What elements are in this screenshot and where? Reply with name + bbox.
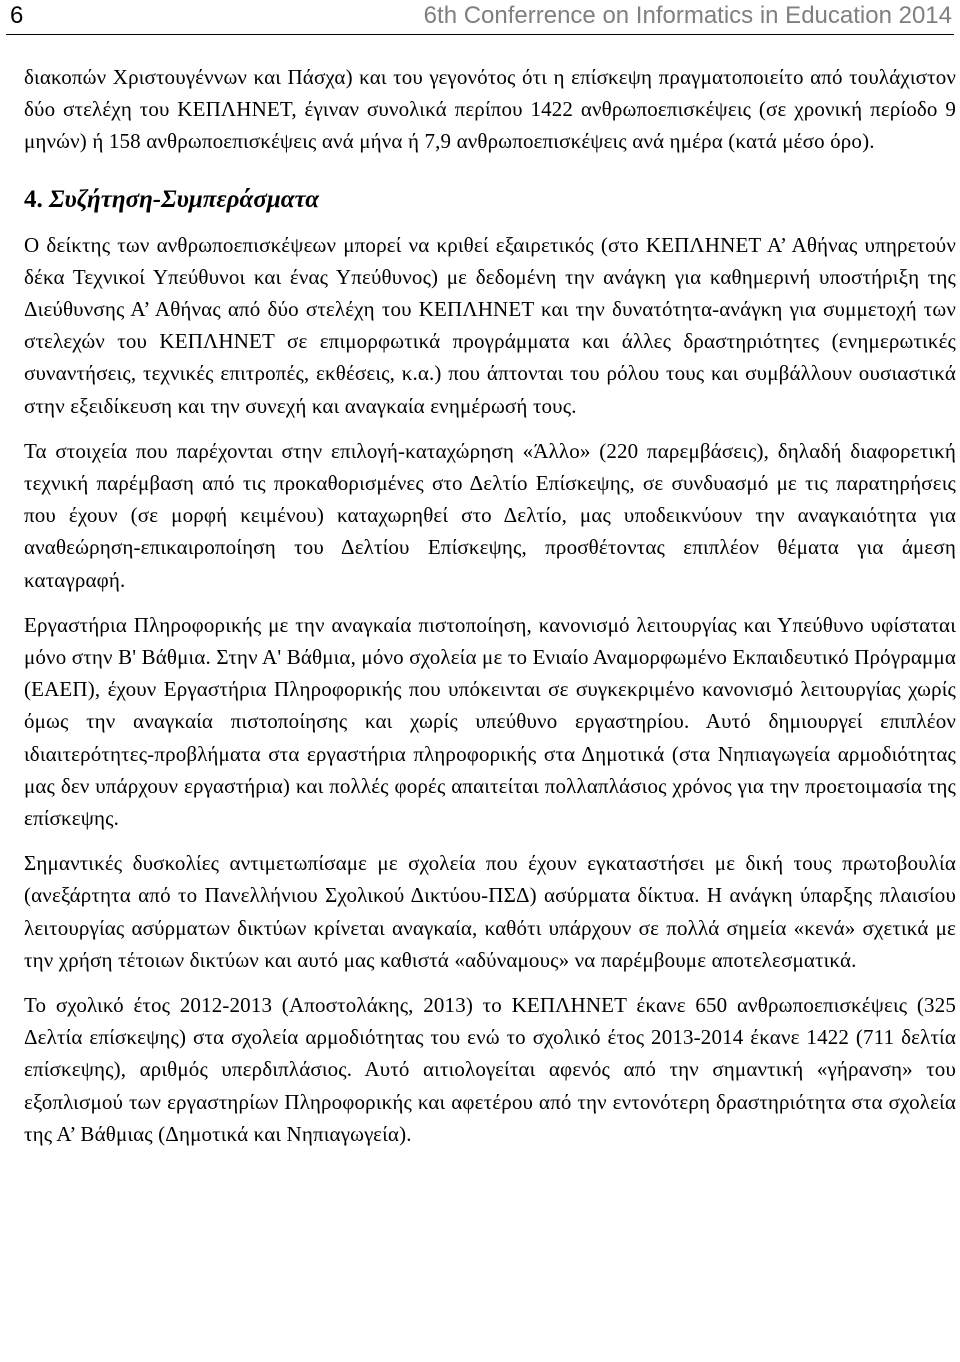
paragraph-3: Εργαστήρια Πληροφορικής με την αναγκαία πιστοποίηση, κανονισμό λειτουργίας και Υπεύθυνο υφίσταται μόνο στην Β' Βάθμια. Στην Α' Βάθμια, μόνο σχολεία με το Ενιαίο Αναμορφωμένο Εκπαιδευτικό Πρόγραμμα (ΕΑΕΠ), έχουν Εργαστήρια Πληροφορικής που υπόκεινται σε συγκεκριμένο κανονισμό λειτουργίας χωρίς όμως την αναγκαία πιστοποίησης και χωρίς υπεύθυνο εργαστηρίου. Αυτό δημιουργεί επιπλέον ιδιαιτερότητες-προβλήματα στα εργαστήρια πληροφορικής στα Δημοτικά (στα Νηπιαγωγεία αρμοδιότητας μας δεν υπάρχουν εργαστήρια) και πολλές φορές απαιτείται πολλαπλάσιος χρόνος για την προετοιμασία της επίσκεψης. (24, 612, 956, 831)
section-number: 4. (24, 185, 43, 213)
paragraph-5: Το σχολικό έτος 2012-2013 (Αποστολάκης, 2013) το ΚΕΠΛΗΝΕΤ έκανε 650 ανθρωποεπισκέψεις (325 Δελτία επίσκεψης) στα σχολεία αρμοδιότητας του ενώ το σχολικό έτος 2013-2014 έκανε 1422 (711 δελτία επίσκεψης), αριθμός υπερδιπλάσιος. Αυτό αιτιολογείται αφενός από την σημαντική «γήρανση» του εξοπλισμού των εργαστηρίων Πληροφορικής και αφετέρου από την εντονότερη δραστηριότητα στα σχολεία της Α’ Βάθμιας (Δημοτικά και Νηπιαγωγεία). (24, 993, 956, 1146)
page-header (6, 0, 954, 35)
page-body (24, 61, 956, 1150)
paragraph-intro: διακοπών Χριστουγέννων και Πάσχα) και του γεγονότος ότι η επίσκεψη πραγματοποιείτο από τουλάχιστον δύο στελέχη του ΚΕΠΛΗΝΕΤ, έγιναν συνολικά περίπου 1422 ανθρωποεπισκέψεις (σε χρονική περίοδο 9 μηνών) ή 158 ανθρωποεπισκέψεις ανά μήνα ή 7,9 ανθρωποεπισκέψεις ανά ημέρα (κατά μέσο όρο). (24, 65, 956, 154)
paragraph-1: Ο δείκτης των ανθρωποεπισκέψεων μπορεί να κριθεί εξαιρετικός (στο ΚΕΠΛΗΝΕΤ Α’ Αθήνας υπηρετούν δέκα Τεχνικοί Υπεύθυνοι και ένας Υπεύθυνος) με δεδομένη την ανάγκη για καθημερινή υποστήριξη της Διεύθυνσης Α’ Αθήνας από δύο στελέχη του ΚΕΠΛΗΝΕΤ και την δυνατότητα-ανάγκη για συμμετοχή των στελεχών του ΚΕΠΛΗΝΕΤ σε επιμορφωτικά προγράμματα και άλλες δραστηριότητες (ενημερωτικές συναντήσεις, τεχνικές επιτροπές, εκθέσεις, κ.α.) που άπτονται του ρόλου τους και συμβάλλουν ουσιαστικά στην εξειδίκευση και την συνεχή και αναγκαία ενημέρωσή τους. (24, 232, 956, 418)
section-title: Συζήτηση-Συμπεράσματα (49, 185, 320, 213)
page-number: 6 (10, 2, 24, 29)
section-heading (24, 184, 956, 216)
paragraph-4: Σημαντικές δυσκολίες αντιμετωπίσαμε με σχολεία που έχουν εγκαταστήσει με δική τους πρωτοβουλία (ανεξάρτητα από το Πανελλήνιου Σχολικού Δικτύου-ΠΣΔ) ασύρματα δίκτυα. Η ανάγκη ύπαρξης πλαισίου λειτουργίας ασύρματων δικτύων κρίνεται αναγκαία, καθότι υπάρχουν σε πολλά σημεία «κενά» σχετικά με την χρήση τέτοιων δικτύων και αυτό μας καθιστά «αδύναμους» να παρέμβουμε αποτελεσματικά. (24, 851, 956, 972)
paragraph-2: Τα στοιχεία που παρέχονται στην επιλογή-καταχώρηση «Άλλο» (220 παρεμβάσεις), δηλαδή διαφορετική τεχνική παρέμβαση από τις προκαθορισμένες στο Δελτίο Επίσκεψης, σε συνδυασμό με τις παρατηρήσεις που έχουν (σε μορφή κειμένου) καταχωρηθεί στο Δελτίο, μας υποδεικνύουν την αναγκαιότητα για αναθεώρηση-επικαιροποίηση του Δελτίου Επίσκεψης, προσθέτοντας επιπλέον θέματα για άμεση καταγραφή. (24, 438, 956, 592)
running-head: 6th Conferrence on Informatics in Education 2014 (423, 2, 952, 29)
